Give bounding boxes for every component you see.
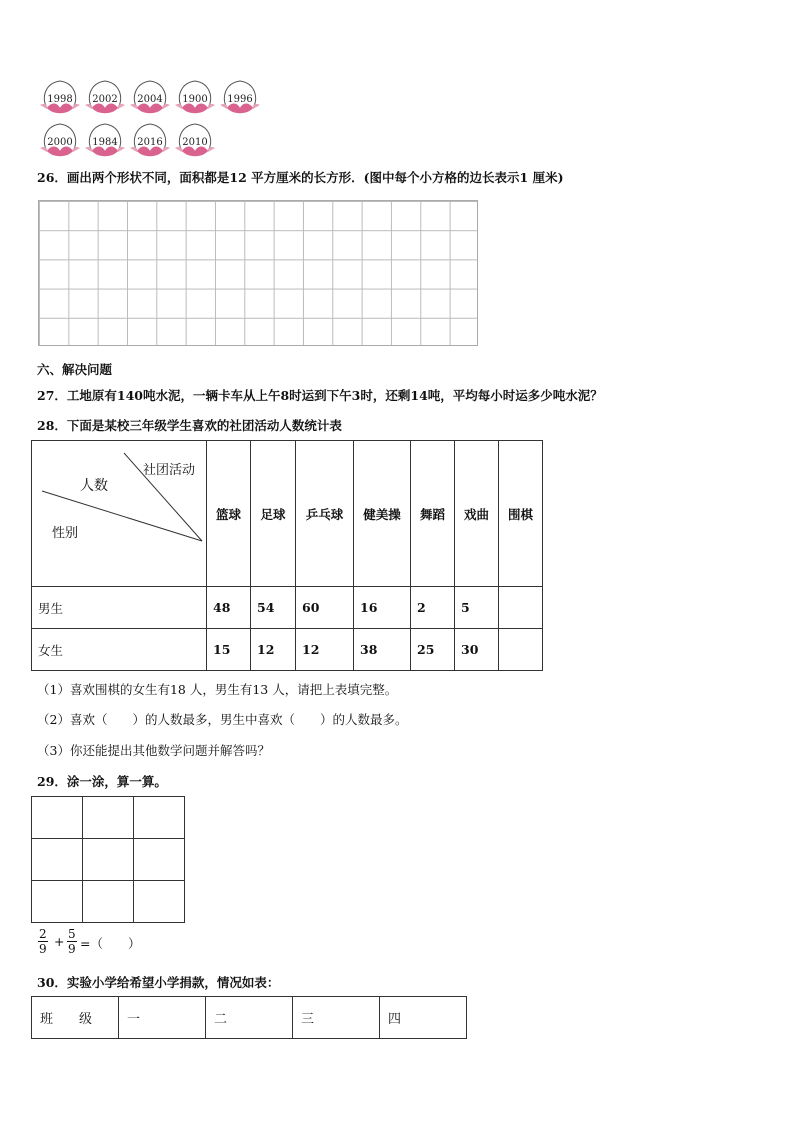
table-cell: 15: [207, 629, 251, 671]
table-cell: 25: [411, 629, 455, 671]
denominator: 9: [68, 942, 76, 956]
column-header: 戏曲: [455, 441, 499, 587]
column-header: 乒乓球: [296, 441, 354, 587]
square-grid[interactable]: [38, 200, 478, 346]
question-28-part-1: （1）喜欢围棋的女生有18 人，男生有13 人，请把上表填完整。: [37, 682, 398, 697]
grid-cell[interactable]: [32, 797, 83, 839]
peach-icon: [37, 78, 83, 118]
table-cell: 60: [296, 587, 354, 629]
peach-year: 1984: [92, 137, 118, 148]
grid-cell[interactable]: [83, 839, 134, 881]
question-30: 30．实验小学给希望小学捐款，情况如表：: [37, 975, 280, 990]
question-28-part-3: （3）你还能提出其他数学问题并解答吗？: [37, 743, 270, 758]
color-grid: [31, 796, 185, 923]
row-label: 男生: [32, 587, 207, 629]
fraction-1: [38, 927, 48, 956]
question-27: 27．工地原有140吨水泥，一辆卡车从上午8时运到下午3时，还剩14吨，平均每小时运多少吨水泥？: [37, 388, 603, 403]
table-cell: 30: [455, 629, 499, 671]
question-28-part-2: （2）喜欢（ ）的人数最多，男生中喜欢（ ）的人数最多。: [37, 712, 408, 727]
answer-blank: =（ ）: [80, 936, 141, 951]
table-cell: 54: [251, 587, 296, 629]
table-cell: 12: [296, 629, 354, 671]
grid-cell[interactable]: [134, 797, 185, 839]
section-title: 六、解决问题: [37, 362, 113, 377]
row-label: 女生: [32, 629, 207, 671]
numerator: 5: [68, 927, 76, 941]
peach-icon: [82, 78, 128, 118]
peach-year: 2000: [47, 137, 73, 148]
grid-cell[interactable]: [32, 881, 83, 923]
peach-icon: [127, 78, 173, 118]
column-header: 健美操: [354, 441, 411, 587]
peach-year: 2010: [182, 137, 208, 148]
plus-sign: +: [54, 934, 65, 949]
numerator: 2: [39, 927, 47, 941]
column-header: 篮球: [207, 441, 251, 587]
question-26: 26．画出两个形状不同，面积都是12 平方厘米的长方形．(图中每个小方格的边长表示1 厘米): [37, 170, 564, 185]
header-gender: 性别: [52, 526, 79, 541]
peach-icon: [37, 121, 83, 161]
peach-icon: [127, 121, 173, 161]
peach-year: 2016: [137, 137, 163, 148]
table-cell: 48: [207, 587, 251, 629]
table-cell: 2: [411, 587, 455, 629]
table-row: [32, 629, 543, 671]
peach-year: 2002: [92, 94, 118, 105]
table-cell: 38: [354, 629, 411, 671]
table-row: [32, 997, 467, 1039]
peach-year: 1998: [47, 94, 73, 105]
peach-icon: [172, 121, 218, 161]
denominator: 9: [39, 942, 47, 956]
question-28: 28．下面是某校三年级学生喜欢的社团活动人数统计表: [37, 418, 342, 433]
header-people: 人数: [80, 478, 108, 494]
peach-icon: [82, 121, 128, 161]
diagonal-header-cell: [32, 441, 207, 587]
peach-year: 2004: [137, 94, 163, 105]
table-cell: 三: [293, 997, 380, 1039]
peach-icon: [172, 78, 218, 118]
blank-cell[interactable]: [499, 587, 543, 629]
table-row: [32, 587, 543, 629]
column-header: 足球: [251, 441, 296, 587]
activity-table: [31, 440, 543, 671]
header-activity: 社团活动: [143, 463, 196, 478]
grid-cell[interactable]: [134, 881, 185, 923]
table-cell: 一: [119, 997, 206, 1039]
column-header: 舞蹈: [411, 441, 455, 587]
donation-table: [31, 996, 467, 1039]
blank-cell[interactable]: [499, 629, 543, 671]
question-29: 29．涂一涂，算一算。: [37, 774, 167, 789]
peach-year: 1996: [227, 94, 253, 105]
grid-cell[interactable]: [32, 839, 83, 881]
table-cell: 12: [251, 629, 296, 671]
grid-cell[interactable]: [134, 839, 185, 881]
row-label: 班 级: [32, 997, 119, 1039]
table-cell: 二: [206, 997, 293, 1039]
grid-cell[interactable]: [83, 797, 134, 839]
grid-cell[interactable]: [83, 881, 134, 923]
fraction-2: [67, 927, 77, 956]
peach-year: 1900: [182, 94, 208, 105]
table-cell: 5: [455, 587, 499, 629]
column-header: 围棋: [499, 441, 543, 587]
table-cell: 16: [354, 587, 411, 629]
table-cell: 四: [380, 997, 467, 1039]
peach-icon: [217, 78, 263, 118]
